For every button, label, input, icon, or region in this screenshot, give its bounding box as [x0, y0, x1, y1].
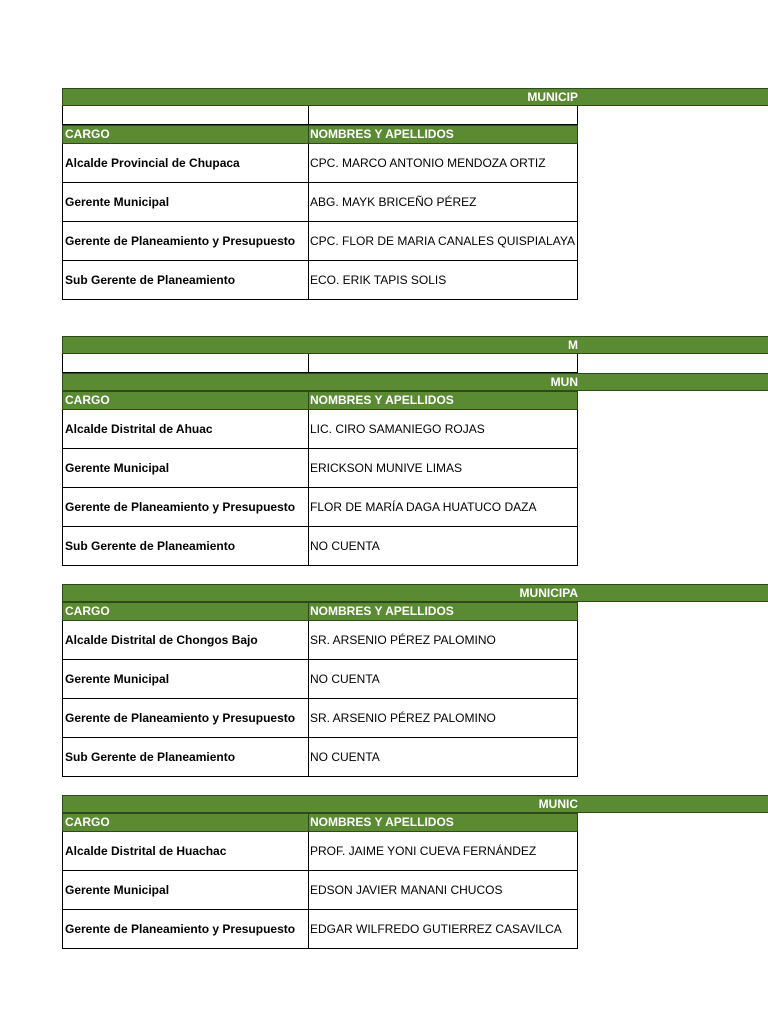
nombre-cell: EDGAR WILFREDO GUTIERREZ CASAVILCA	[310, 922, 562, 936]
nombre-cell: EDSON JAVIER MANANI CHUCOS	[310, 883, 503, 897]
cargo-cell: Gerente de Planeamiento y Presupuesto	[65, 922, 296, 936]
table-row	[62, 660, 578, 699]
cargo-cell: Sub Gerente de Planeamiento	[65, 539, 236, 553]
table-row	[62, 410, 578, 449]
table-row	[62, 699, 578, 738]
table-row	[62, 488, 578, 527]
title-text: M	[568, 338, 578, 352]
table-row	[62, 910, 578, 949]
table-row	[62, 222, 578, 261]
blank-row	[62, 354, 578, 373]
column-header-row	[62, 602, 578, 621]
title-text: MUNICIPA	[519, 586, 578, 600]
nombre-cell: ECO. ERIK TAPIS SOLIS	[310, 273, 447, 287]
table-row	[62, 183, 578, 222]
nombres-header: NOMBRES Y APELLIDOS	[310, 393, 454, 407]
subtitle-band	[62, 373, 768, 391]
nombre-cell: ERICKSON MUNIVE LIMAS	[310, 461, 463, 475]
cargo-cell: Gerente de Planeamiento y Presupuesto	[65, 500, 296, 514]
title-band	[62, 795, 768, 813]
table-chupaca	[62, 88, 768, 300]
title-band	[62, 336, 768, 354]
nombres-header: NOMBRES Y APELLIDOS	[310, 127, 454, 141]
nombre-cell: CPC. MARCO ANTONIO MENDOZA ORTIZ	[310, 156, 546, 170]
subtitle-text: MUN	[550, 375, 578, 389]
table-row	[62, 738, 578, 777]
column-header-row	[62, 391, 578, 410]
cargo-cell: Alcalde Provincial de Chupaca	[65, 156, 240, 170]
nombre-cell: SR. ARSENIO PÉREZ PALOMINO	[310, 711, 496, 725]
cargo-cell: Alcalde Distrital de Chongos Bajo	[65, 633, 258, 647]
cargo-header: CARGO	[65, 815, 110, 829]
cargo-header: CARGO	[65, 604, 110, 618]
table-huachac	[62, 795, 768, 950]
cargo-header: CARGO	[65, 393, 110, 407]
title-text: MUNIC	[538, 797, 578, 811]
title-band	[62, 584, 768, 602]
table-row	[62, 144, 578, 183]
table-row	[62, 527, 578, 566]
nombre-cell: LIC. CIRO SAMANIEGO ROJAS	[310, 422, 485, 436]
nombre-cell: FLOR DE MARÍA DAGA HUATUCO DAZA	[310, 500, 537, 514]
nombre-cell: CPC. FLOR DE MARIA CANALES QUISPIALAYA	[310, 234, 575, 248]
cargo-cell: Sub Gerente de Planeamiento	[65, 750, 236, 764]
blank-row	[62, 106, 578, 125]
table-row	[62, 871, 578, 910]
cargo-cell: Alcalde Distrital de Ahuac	[65, 422, 213, 436]
cargo-cell: Gerente Municipal	[65, 461, 170, 475]
nombres-header: NOMBRES Y APELLIDOS	[310, 604, 454, 618]
table-row	[62, 261, 578, 300]
cargo-cell: Sub Gerente de Planeamiento	[65, 273, 236, 287]
cargo-header: CARGO	[65, 127, 110, 141]
table-ahuac	[62, 336, 768, 567]
cargo-cell: Gerente de Planeamiento y Presupuesto	[65, 711, 296, 725]
nombre-cell: NO CUENTA	[310, 750, 380, 764]
nombre-cell: NO CUENTA	[310, 539, 380, 553]
cargo-cell: Gerente de Planeamiento y Presupuesto	[65, 234, 296, 248]
title-band	[62, 88, 768, 106]
cargo-cell: Gerente Municipal	[65, 195, 170, 209]
column-header-row	[62, 125, 578, 144]
nombre-cell: PROF. JAIME YONI CUEVA FERNÁNDEZ	[310, 844, 537, 858]
nombre-cell: ABG. MAYK BRICEÑO PÉREZ	[310, 195, 477, 209]
table-row	[62, 449, 578, 488]
table-chongos-bajo	[62, 584, 768, 778]
nombre-cell: SR. ARSENIO PÉREZ PALOMINO	[310, 633, 496, 647]
nombre-cell: NO CUENTA	[310, 672, 380, 686]
cargo-cell: Gerente Municipal	[65, 883, 170, 897]
table-row	[62, 621, 578, 660]
cargo-cell: Alcalde Distrital de Huachac	[65, 844, 227, 858]
cargo-cell: Gerente Municipal	[65, 672, 170, 686]
title-text: MUNICIP	[527, 90, 578, 104]
column-header-row	[62, 813, 578, 832]
nombres-header: NOMBRES Y APELLIDOS	[310, 815, 454, 829]
table-row	[62, 832, 578, 871]
